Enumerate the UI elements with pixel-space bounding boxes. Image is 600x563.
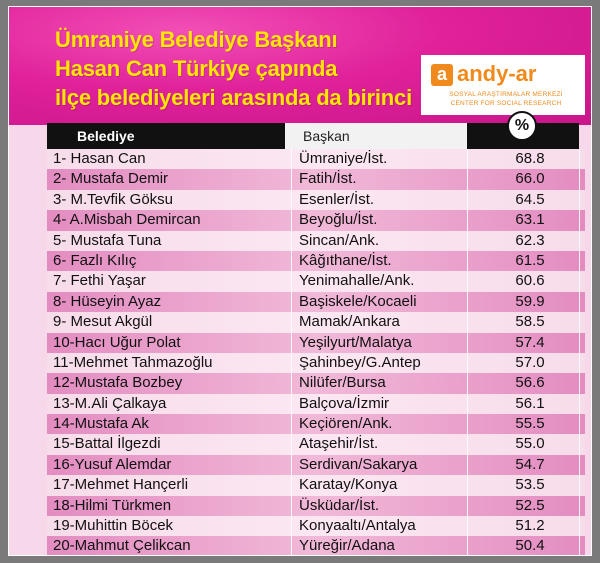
row-pct: 68.8 [515, 150, 545, 167]
row-pct: 64.5 [515, 190, 545, 208]
row-name: 20-Mahmut Çelikcan [53, 537, 191, 555]
header-city: Başkan [303, 128, 350, 144]
row-name: 8- Hüseyin Ayaz [53, 292, 162, 310]
headline-line-3: ilçe belediyeleri arasında da birinci [55, 85, 412, 110]
row-city: Beyoğlu/İst. [299, 211, 378, 229]
row-name: 14-Mustafa Ak [53, 415, 149, 433]
row-city: Başiskele/Kocaeli [299, 292, 417, 310]
row-name: 15-Battal İlgezdi [53, 435, 161, 453]
row-pct: 57.4 [515, 333, 545, 351]
table-row [47, 190, 585, 210]
column-divider [291, 271, 292, 291]
table-row [47, 394, 585, 414]
column-divider [291, 190, 292, 210]
row-name: 5- Mustafa Tuna [53, 231, 162, 249]
headline [55, 25, 412, 112]
table-row [47, 414, 585, 434]
row-city: Esenler/İst. [299, 190, 375, 208]
column-divider [579, 353, 580, 373]
row-name: 17-Mehmet Hançerli [53, 476, 189, 494]
table-row [47, 333, 585, 353]
column-divider [291, 312, 292, 332]
column-divider [467, 414, 468, 434]
row-name: 11-Mehmet Tahmazoğlu [53, 353, 213, 371]
table-row [47, 292, 585, 312]
column-divider [291, 536, 292, 556]
header-pct-badge: % [507, 111, 537, 141]
column-divider [291, 149, 292, 169]
logo-subtitle-tr: SOSYAL ARAŞTIRMALAR MERKEZİ [449, 91, 563, 98]
row-city: Balçova/İzmir [299, 394, 390, 412]
column-divider [579, 292, 580, 312]
column-divider [579, 536, 580, 556]
andy-ar-logo [421, 55, 585, 115]
row-pct: 62.3 [515, 231, 545, 249]
row-name: 6- Fazlı Kılıç [53, 251, 137, 269]
row-city: Karatay/Konya [299, 476, 398, 494]
row-pct: 59.9 [515, 292, 545, 310]
row-city: Keçiören/Ank. [299, 415, 393, 433]
row-city: Konyaaltı/Antalya [299, 517, 416, 535]
row-city: Yüreğir/Adana [299, 537, 395, 555]
column-divider [467, 210, 468, 230]
column-divider [467, 149, 468, 169]
table-row [47, 434, 585, 454]
table-row [47, 149, 585, 169]
column-divider [579, 333, 580, 353]
row-name: 2- Mustafa Demir [53, 170, 169, 188]
row-city: Şahinbey/G.Antep [299, 353, 421, 371]
column-divider [467, 394, 468, 414]
column-divider [467, 455, 468, 475]
column-divider [579, 414, 580, 434]
column-divider [579, 516, 580, 536]
column-divider [579, 496, 580, 516]
row-name: 9- Mesut Akgül [53, 313, 153, 331]
logo-subtitle-en: CENTER FOR SOCIAL RESEARCH [450, 100, 562, 107]
table-row [47, 455, 585, 475]
row-city: Yeşilyurt/Malatya [299, 333, 412, 351]
column-divider [467, 271, 468, 291]
column-divider [579, 455, 580, 475]
survey-infographic [8, 6, 592, 556]
row-city: Kâğıthane/İst. [299, 251, 392, 269]
table-row [47, 210, 585, 230]
column-divider [291, 231, 292, 251]
header-banner [9, 7, 592, 125]
column-divider [579, 373, 580, 393]
column-divider [291, 251, 292, 271]
column-divider [579, 231, 580, 251]
row-name: 1- Hasan Can [53, 150, 146, 167]
headline-line-1: Ümraniye Belediye Başkanı [55, 27, 338, 52]
column-divider [291, 394, 292, 414]
column-divider [291, 292, 292, 312]
column-divider [579, 190, 580, 210]
row-pct: 56.6 [515, 374, 545, 392]
column-divider [291, 414, 292, 434]
row-city: Üsküdar/İst. [299, 496, 380, 514]
row-city: Nilüfer/Bursa [299, 374, 386, 392]
table-row [47, 312, 585, 332]
column-divider [467, 190, 468, 210]
table-header [47, 117, 585, 149]
row-city: Mamak/Ankara [299, 313, 400, 331]
column-divider [579, 434, 580, 454]
column-divider [579, 312, 580, 332]
row-pct: 51.2 [515, 517, 545, 535]
column-divider [579, 394, 580, 414]
column-divider [467, 516, 468, 536]
row-pct: 60.6 [515, 272, 545, 290]
row-name: 10-Hacı Uğur Polat [53, 333, 181, 351]
column-divider [291, 516, 292, 536]
row-pct: 50.4 [515, 537, 545, 555]
logo-name: andy-ar [457, 61, 537, 86]
row-city: Fatih/İst. [299, 170, 357, 188]
column-divider [579, 251, 580, 271]
row-city: Ataşehir/İst. [299, 435, 379, 453]
row-city: Sincan/Ank. [299, 231, 380, 249]
column-divider [467, 353, 468, 373]
table-row [47, 373, 585, 393]
column-divider [467, 373, 468, 393]
table-row [47, 251, 585, 271]
column-divider [467, 231, 468, 251]
logo-mark-letter: a [436, 64, 447, 84]
column-divider [467, 475, 468, 495]
column-divider [291, 496, 292, 516]
header-name: Belediye [77, 128, 135, 144]
row-name: 19-Muhittin Böcek [53, 517, 174, 535]
row-pct: 53.5 [515, 476, 545, 494]
column-divider [291, 373, 292, 393]
column-divider [291, 333, 292, 353]
column-divider [467, 434, 468, 454]
column-divider [579, 475, 580, 495]
column-divider [291, 169, 292, 189]
row-pct: 55.5 [515, 415, 545, 433]
row-pct: 58.5 [515, 313, 545, 331]
row-name: 13-M.Ali Çalkaya [53, 394, 167, 412]
row-pct: 55.0 [515, 435, 545, 453]
row-name: 18-Hilmi Türkmen [53, 496, 172, 514]
column-divider [467, 496, 468, 516]
row-pct: 63.1 [515, 211, 545, 229]
row-city: Ümraniye/İst. [299, 150, 388, 167]
column-divider [291, 475, 292, 495]
logo-subtitle [433, 90, 579, 108]
row-pct: 56.1 [515, 394, 545, 412]
column-divider [579, 149, 580, 169]
column-divider [467, 333, 468, 353]
table-row [47, 271, 585, 291]
table-row [47, 496, 585, 516]
row-pct: 57.0 [515, 353, 545, 371]
row-name: 3- M.Tevfik Göksu [53, 190, 174, 208]
column-divider [579, 271, 580, 291]
row-city: Yenimahalle/Ank. [299, 272, 415, 290]
table-row [47, 169, 585, 189]
ranking-table [47, 117, 585, 556]
table-row [47, 536, 585, 556]
column-divider [291, 434, 292, 454]
table-row [47, 516, 585, 536]
column-divider [291, 210, 292, 230]
column-divider [467, 536, 468, 556]
table-row [47, 353, 585, 373]
column-divider [467, 312, 468, 332]
row-name: 4- A.Misbah Demircan [53, 211, 201, 229]
table-row [47, 231, 585, 251]
column-divider [291, 455, 292, 475]
row-pct: 54.7 [515, 455, 545, 473]
row-name: 7- Fethi Yaşar [53, 272, 146, 290]
column-divider [291, 353, 292, 373]
column-divider [467, 169, 468, 189]
headline-line-2: Hasan Can Türkiye çapında [55, 56, 338, 81]
row-pct: 61.5 [515, 251, 545, 269]
column-divider [467, 292, 468, 312]
row-pct: 66.0 [515, 170, 545, 188]
table-row [47, 475, 585, 495]
column-divider [579, 169, 580, 189]
column-divider [467, 251, 468, 271]
column-divider [579, 210, 580, 230]
row-name: 16-Yusuf Alemdar [53, 455, 172, 473]
table-body [47, 149, 585, 556]
logo-mark-icon [431, 64, 453, 86]
row-pct: 52.5 [515, 496, 545, 514]
row-name: 12-Mustafa Bozbey [53, 374, 183, 392]
row-city: Serdivan/Sakarya [299, 455, 418, 473]
